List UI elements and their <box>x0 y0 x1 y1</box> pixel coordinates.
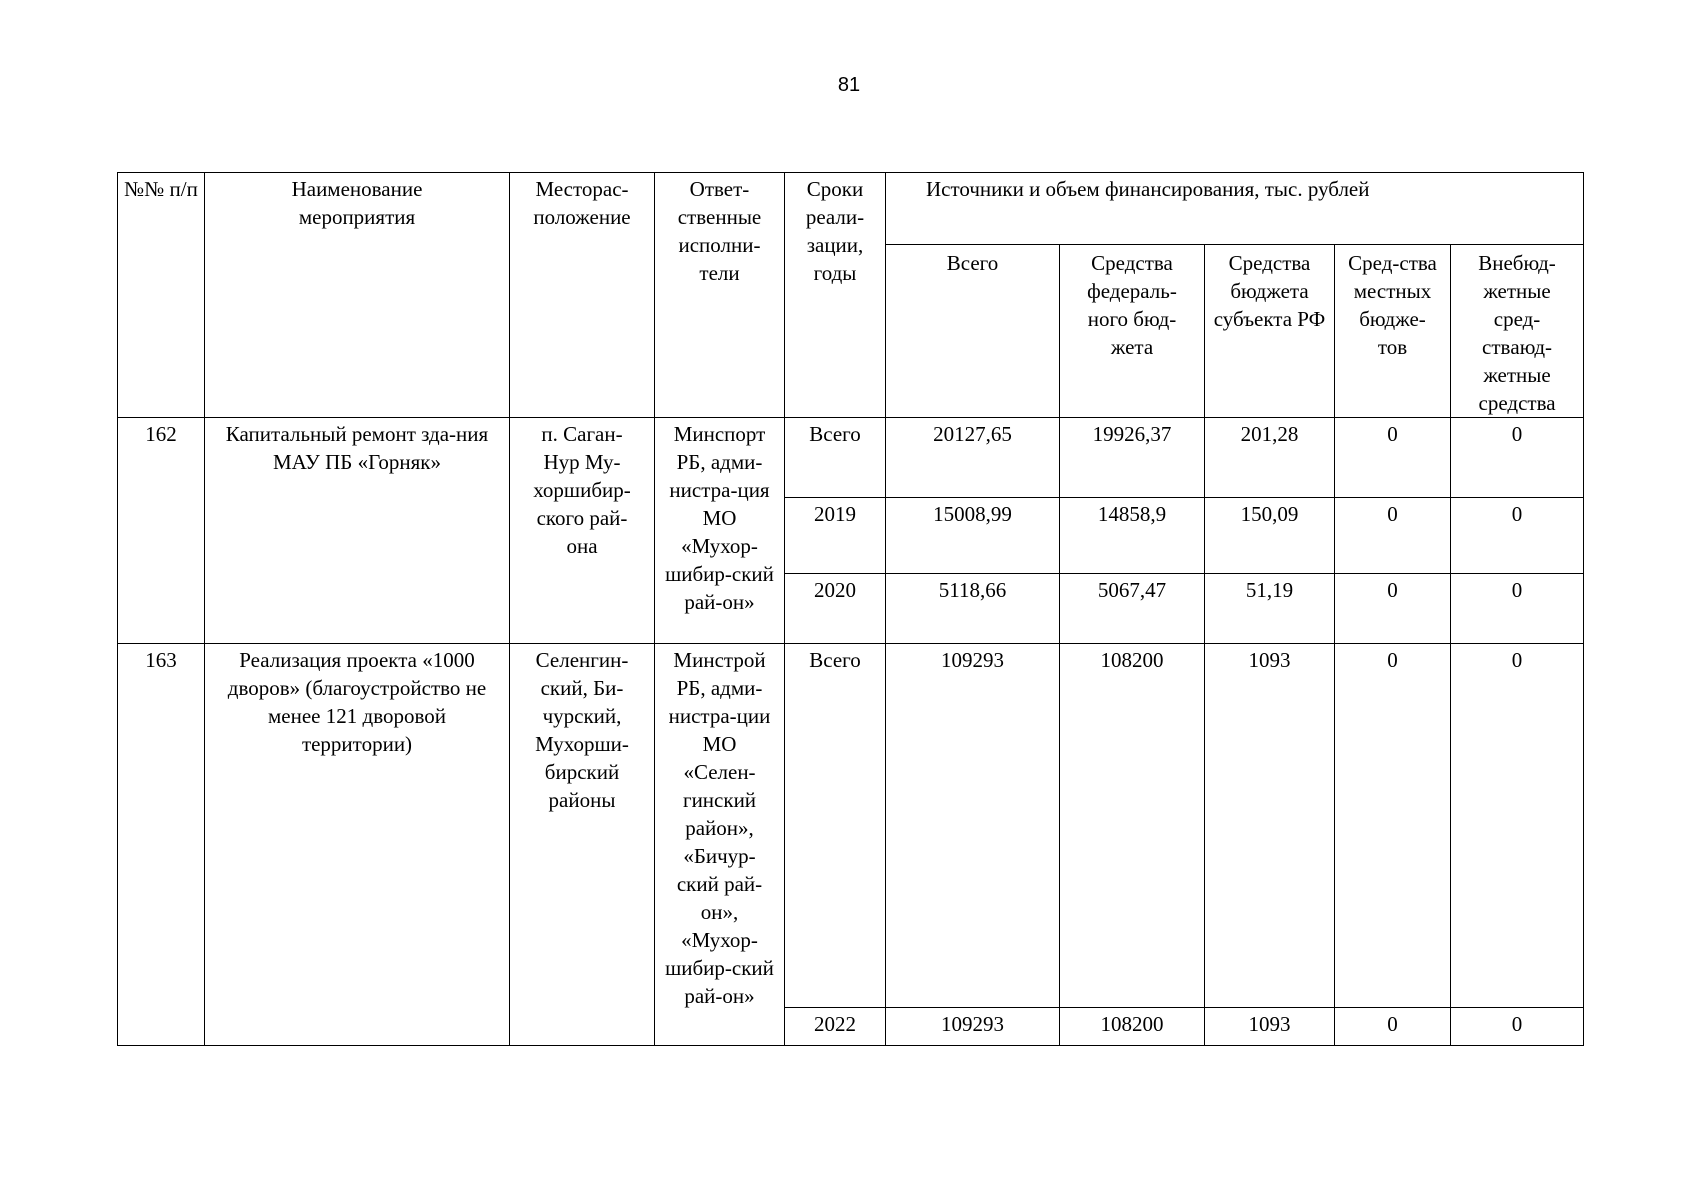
row-local: 0 <box>1335 498 1451 574</box>
row-federal: 108200 <box>1060 644 1205 1008</box>
header-regional: Средства бюджета субъекта РФ <box>1205 245 1335 418</box>
header-location: Местораc-положение <box>510 173 655 418</box>
row-regional: 51,19 <box>1205 574 1335 644</box>
header-row-top <box>118 173 1584 245</box>
header-name: Наименование мероприятия <box>205 173 510 418</box>
row-local: 0 <box>1335 644 1451 1008</box>
row-period: Всего <box>785 418 886 498</box>
row-total: 20127,65 <box>886 418 1060 498</box>
row-num: 163 <box>118 644 205 1046</box>
table-row <box>118 644 1584 1008</box>
row-extrabudget: 0 <box>1451 574 1584 644</box>
row-location: Селенгин-ский, Би-чурский, Мухорши-бирский районы <box>510 644 655 1046</box>
row-total: 109293 <box>886 644 1060 1008</box>
table-row <box>118 418 1584 498</box>
row-num: 162 <box>118 418 205 644</box>
row-extrabudget: 0 <box>1451 498 1584 574</box>
header-financing: Источники и объем финансирования, тыс. рублей <box>886 173 1584 245</box>
row-name: Реализация проекта «1000 дворов» (благоустройство не менее 121 дворовой территории) <box>205 644 510 1046</box>
row-responsible: Минспорт РБ, адми-нистра-ция МО «Мухор-шибир-ский рай-он» <box>655 418 785 644</box>
row-period: 2020 <box>785 574 886 644</box>
header-total: Всего <box>886 245 1060 418</box>
header-federal: Средства федераль-ного бюд-жета <box>1060 245 1205 418</box>
row-regional: 1093 <box>1205 1008 1335 1046</box>
row-regional: 201,28 <box>1205 418 1335 498</box>
row-local: 0 <box>1335 1008 1451 1046</box>
row-total: 15008,99 <box>886 498 1060 574</box>
row-location: п. Саган-Нур Му-хоршибир-ского рай-она <box>510 418 655 644</box>
row-extrabudget: 0 <box>1451 644 1584 1008</box>
page-number: 81 <box>837 74 861 96</box>
row-period: 2019 <box>785 498 886 574</box>
header-local: Сред-ства местных бюдже-тов <box>1335 245 1451 418</box>
row-federal: 14858,9 <box>1060 498 1205 574</box>
row-total: 109293 <box>886 1008 1060 1046</box>
row-name: Капитальный ремонт зда-ния МАУ ПБ «Горняк» <box>205 418 510 644</box>
row-regional: 1093 <box>1205 644 1335 1008</box>
row-federal: 5067,47 <box>1060 574 1205 644</box>
row-total: 5118,66 <box>886 574 1060 644</box>
row-period: 2022 <box>785 1008 886 1046</box>
row-local: 0 <box>1335 574 1451 644</box>
row-regional: 150,09 <box>1205 498 1335 574</box>
row-extrabudget: 0 <box>1451 418 1584 498</box>
header-responsible: Ответ-ственные исполни-тели <box>655 173 785 418</box>
header-num: №№ п/п <box>118 173 205 418</box>
row-federal: 19926,37 <box>1060 418 1205 498</box>
financing-table <box>117 172 1584 1046</box>
row-federal: 108200 <box>1060 1008 1205 1046</box>
row-period: Всего <box>785 644 886 1008</box>
row-responsible: Минстрой РБ, адми-нистра-ции МО «Селен-гинский район», «Бичур-ский рай-он», «Мухор-шибир-ский рай-он» <box>655 644 785 1046</box>
header-period: Сроки реали-зации, годы <box>785 173 886 418</box>
header-extrabudget: Внебюд-жетные сред-ствaюд-жетные средства <box>1451 245 1584 418</box>
row-local: 0 <box>1335 418 1451 498</box>
row-extrabudget: 0 <box>1451 1008 1584 1046</box>
